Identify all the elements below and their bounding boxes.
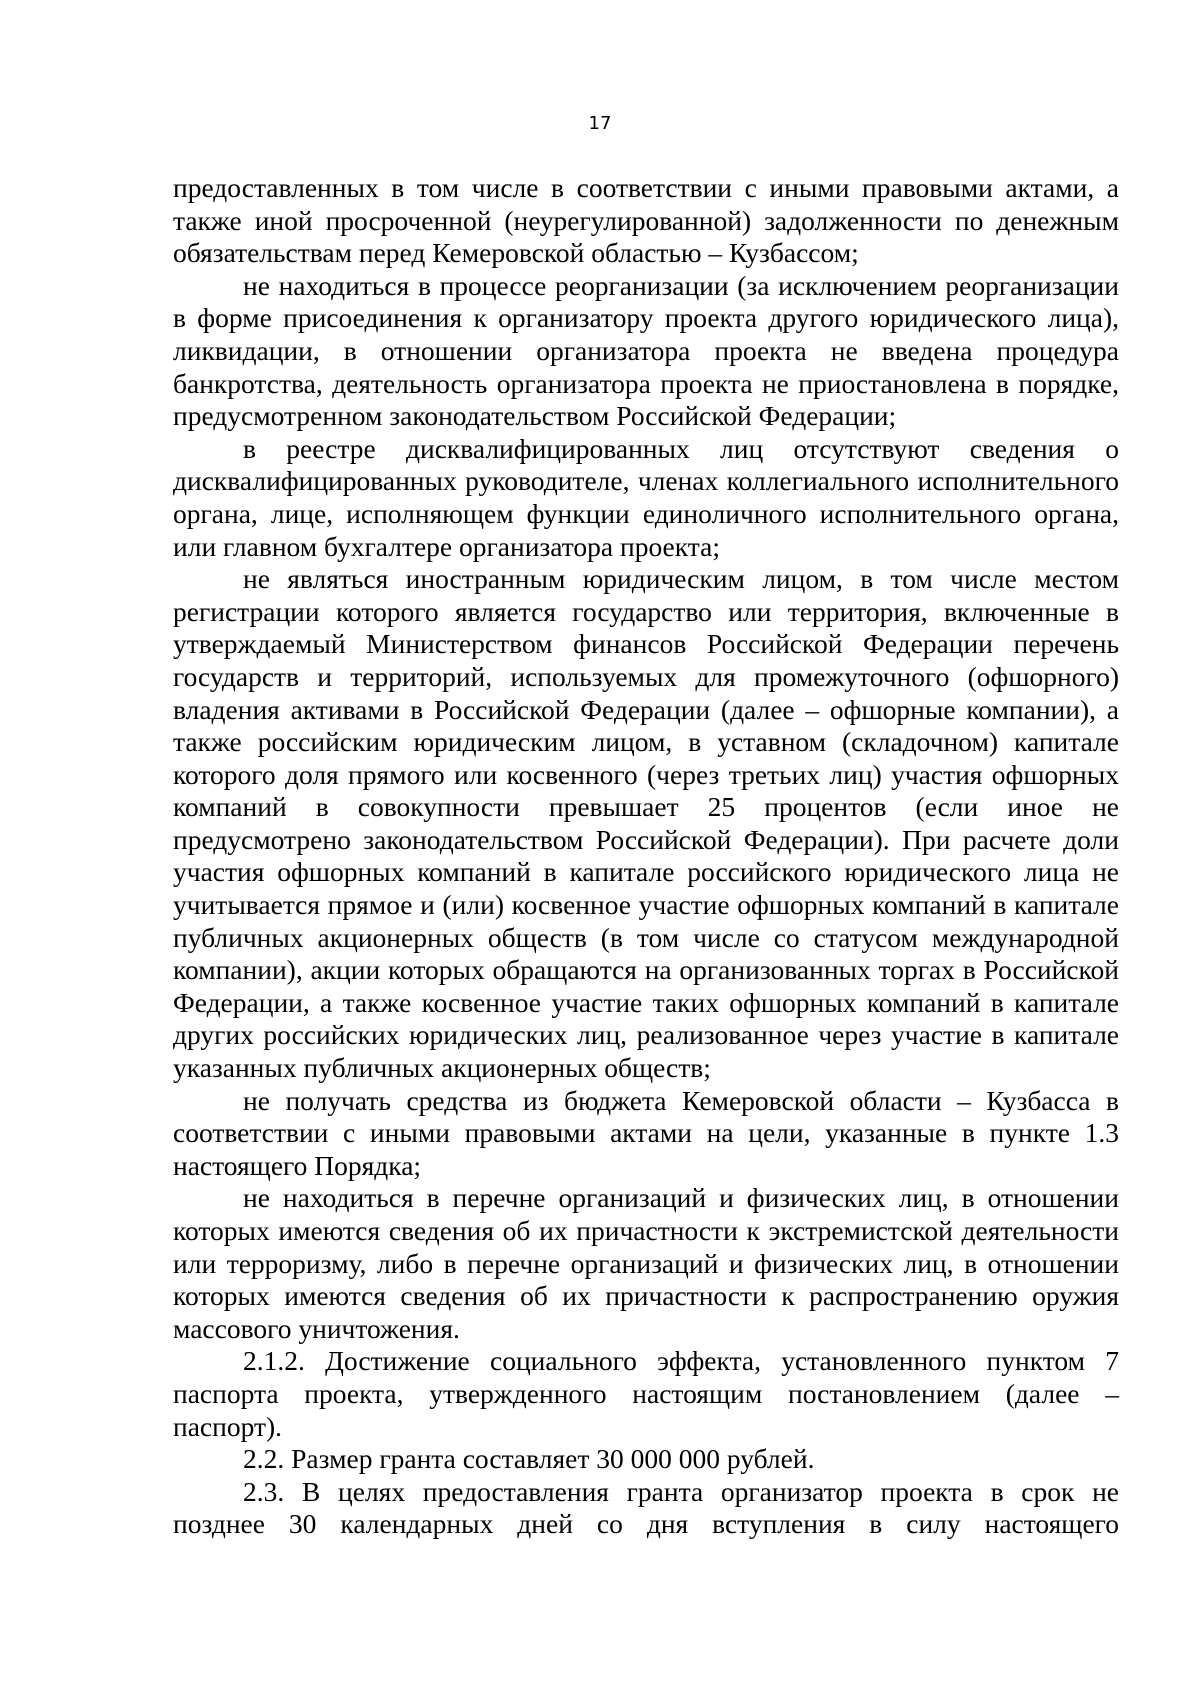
paragraph-debt-continuation: предоставленных в том числе в соответствии с иными правовыми актами, а также иной просроченной (неурегулированной) задолженности по денежным обязательствам перед Кемеровской областью – Кузбассом; bbox=[173, 172, 1119, 269]
paragraph-no-extremism-list: не находиться в перечне организаций и физических лиц, в отношении которых имеются сведения об их причастности к экстремистской деятельности или терроризму, либо в перечне организаций и физических лиц, в отношении которых имеются сведения об их причастности к распространению оружия массового уничтожения. bbox=[173, 1182, 1119, 1344]
paragraph-no-budget-funds: не получать средства из бюджета Кемеровской области – Кузбасса в соответствии с иными правовыми актами на цели, указанные в пункте 1.3 настоящего Порядка; bbox=[173, 1084, 1119, 1181]
paragraph-2-2: 2.2. Размер гранта составляет 30 000 000 рублей. bbox=[243, 1443, 815, 1475]
paragraph-2-1-2: 2.1.2. Достижение социального эффекта, установленного пунктом 7 паспорта проекта, утвержденного настоящим постановлением (далее – паспорт). bbox=[173, 1345, 1119, 1442]
paragraph-2-3: 2.3. В целях предоставления гранта организатор проекта в срок не позднее 30 календарных дней со дня вступления в силу настоящего bbox=[173, 1475, 1119, 1540]
page-number: 17 bbox=[588, 113, 612, 134]
paragraph-offshore-companies: не являться иностранным юридическим лицом, в том числе местом регистрации которого является государство или территория, включенные в утверждаемый Министерством финансов Российской Федерации перечень государств и территорий, используемых для промежуточного (офшорного) владения активами в Российской Федерации (далее – офшорные компании), а также российским юридическим лицом, в уставном (складочном) капитале которого доля прямого или косвенного (через третьих лиц) участия офшорных компаний в совокупности превышает 25 процентов (если иное не предусмотрено законодательством Российской Федерации). При расчете доли участия офшорных компаний в капитале российского юридического лица не учитывается прямое и (или) косвенное участие офшорных компаний в капитале публичных акционерных обществ (в том числе со статусом международной компании), акции которых обращаются на организованных торгах в Российской Федерации, а также косвенное участие таких офшорных компаний в капитале других российских юридических лиц, реализованное через участие в капитале указанных публичных акционерных обществ; bbox=[173, 563, 1119, 1084]
paragraph-disqualified-persons: в реестре дисквалифицированных лиц отсутствуют сведения о дисквалифицированных руководителе, членах коллегиального исполнительного органа, лице, исполняющем функции единоличного исполнительного органа, или главном бухгалтере организатора проекта; bbox=[173, 432, 1119, 562]
paragraph-no-reorganization: не находиться в процессе реорганизации (за исключением реорганизации в форме присоединения к организатору проекта другого юридического лица), ликвидации, в отношении организатора проекта не введена процедура банкротства, деятельность организатора проекта не приостановлена в порядке, предусмотренном законодательством Российской Федерации; bbox=[173, 269, 1119, 432]
document-body bbox=[173, 172, 1119, 1541]
